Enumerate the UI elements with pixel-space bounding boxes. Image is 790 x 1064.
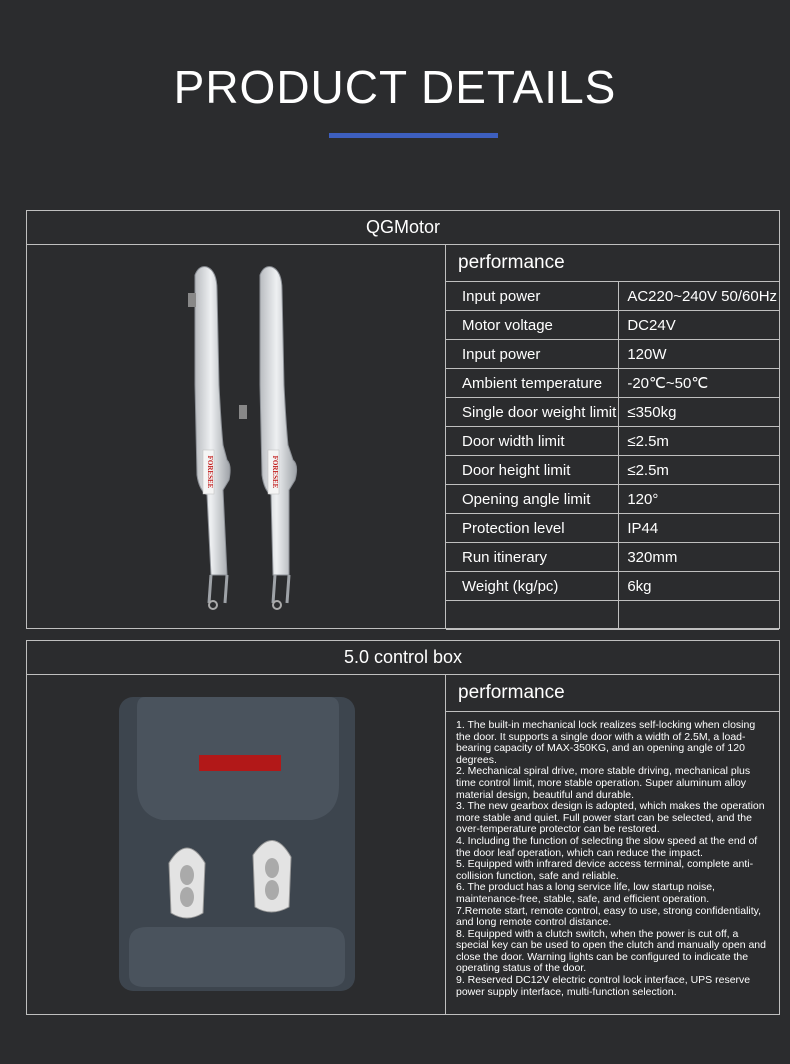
spec-label: Door height limit (446, 456, 619, 485)
spec-value: AC220~240V 50/60Hz (619, 282, 779, 311)
spec-value: -20℃~50℃ (619, 369, 779, 398)
spec-label: Single door weight limit (446, 398, 619, 427)
spec-row (446, 456, 779, 485)
control-perf-heading: performance (446, 675, 779, 712)
spec-label: Motor voltage (446, 311, 619, 340)
motor-arm-right-brand: FORESEE (271, 455, 279, 489)
spec-value: DC24V (619, 311, 779, 340)
feature-item: 2. Mechanical spiral drive, more stable driving, mechanical plus time control limit, more stable operation. Super aluminum alloy material design, beautiful and durable. (456, 765, 751, 801)
control-section (26, 640, 780, 1015)
feature-item: 8. Equipped with a clutch switch, when the power is cut off, a special key can be used to open the clutch and manually open and close the door. Warning lights can be configured to indicate the operating status of the door. (456, 927, 766, 975)
spec-label: Run itinerary (446, 543, 619, 572)
feature-item: 3. The new gearbox design is adopted, which makes the operation more stable and quiet. Full power start can be selected, and the over-temperature protector can be restored. (456, 800, 765, 836)
spec-value: ≤2.5m (619, 427, 779, 456)
spec-label: Input power (446, 282, 619, 311)
spec-row (446, 601, 779, 630)
spec-label: Door width limit (446, 427, 619, 456)
spec-value: 6kg (619, 572, 779, 601)
spec-label: Input power (446, 340, 619, 369)
spec-value (619, 601, 779, 630)
remote-left (169, 848, 205, 918)
control-performance (446, 675, 779, 998)
spec-value: 120° (619, 485, 779, 514)
spec-value: 320mm (619, 543, 779, 572)
motor-arm-right (239, 267, 297, 609)
spec-row (446, 311, 779, 340)
spec-row (446, 369, 779, 398)
motor-spec-table (446, 282, 779, 630)
spec-row (446, 398, 779, 427)
control-image-cell (27, 675, 446, 1014)
spec-value: ≤350kg (619, 398, 779, 427)
feature-list (446, 712, 779, 998)
indicator-light (199, 755, 281, 771)
spec-row (446, 340, 779, 369)
motor-image-cell (27, 245, 446, 628)
spec-row (446, 514, 779, 543)
motor-arms-image (27, 245, 445, 629)
spec-row (446, 427, 779, 456)
page-title: PRODUCT DETAILS (173, 61, 617, 113)
spec-row (446, 572, 779, 601)
feature-item: 7.Remote start, remote control, easy to use, strong confidentiality, and long remote control distance. (456, 904, 762, 929)
spec-label: Ambient temperature (446, 369, 619, 398)
feature-item: 6. The product has a long service life, low startup noise, maintenance-free, stable, safe, and efficient operation. (456, 881, 715, 905)
spec-value: IP44 (619, 514, 779, 543)
spec-label (446, 601, 619, 630)
control-section-title: 5.0 control box (27, 641, 779, 675)
spec-row (446, 485, 779, 514)
remote-right (253, 840, 291, 912)
spec-label: Weight (kg/pc) (446, 572, 619, 601)
motor-section-title: QGMotor (27, 211, 779, 245)
feature-item: 9. Reserved DC12V electric control lock interface, UPS reserve power supply interface, multi-function selection. (456, 974, 751, 998)
spec-label: Protection level (446, 514, 619, 543)
motor-perf-heading: performance (446, 245, 779, 282)
motor-section (26, 210, 780, 629)
title-underline (329, 133, 498, 138)
feature-item: 5. Equipped with infrared device access terminal, complete anti-collision function, safe and reliable. (456, 858, 754, 882)
spec-value: 120W (619, 340, 779, 369)
control-box-image (27, 675, 445, 1015)
motor-arm-left-brand: FORESEE (206, 455, 214, 489)
spec-row (446, 282, 779, 311)
motor-arm-left (188, 267, 230, 609)
spec-row (446, 543, 779, 572)
spec-label: Opening angle limit (446, 485, 619, 514)
feature-item: 4. Including the function of selecting the slow speed at the end of the door leaf operation, which can reduce the impact. (456, 834, 758, 859)
motor-performance (446, 245, 779, 630)
spec-value: ≤2.5m (619, 456, 779, 485)
feature-item: 1. The built-in mechanical lock realizes self-locking when closing the door. It supports a single door with a width of 2.5M, a load-bearing capacity of MAX-350KG, and an opening angle of 120 degrees. (456, 719, 756, 766)
